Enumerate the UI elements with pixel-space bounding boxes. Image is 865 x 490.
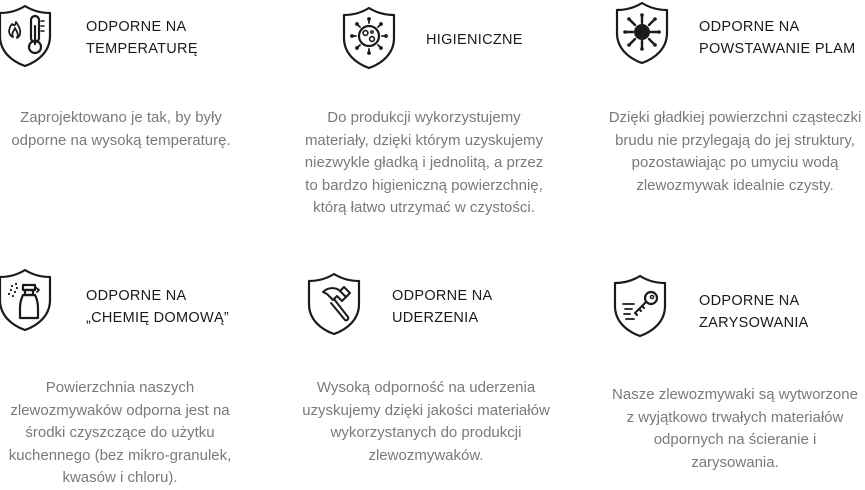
key-scratch-icon	[612, 274, 668, 338]
spray-bottle-icon	[0, 268, 53, 332]
feature-description: Dzięki gładkiej powierzchni cząsteczki brudu nie przylegają do jej struktury, pozostawiając po umyciu wodą zlewozmywak idealnie czysty.	[608, 109, 862, 194]
feature-description: Nasze zlewozmywaki są wytworzone z wyjątkowo trwałych materiałów odpornych na ścieranie i zarysowania.	[612, 386, 858, 471]
feature-description: Zaprojektowano je tak, by były odporne na wysoką temperaturę.	[11, 109, 231, 149]
feature-title: HIGIENICZNE	[426, 32, 523, 48]
feature-title: ODPORNE NA TEMPERATURĘ	[86, 19, 198, 57]
feature-title: ODPORNE NA UDERZENIA	[392, 288, 493, 326]
feature-title: ODPORNE NA POWSTAWANIE PLAM	[699, 19, 856, 57]
feature-title: ODPORNE NA ZARYSOWANIA	[699, 293, 809, 331]
feature-description: Powierzchnia naszych zlewozmywaków odporna jest na środki czyszczące do użytku kuchennego (bez mikro-granulek, kwasów i chloru).	[8, 379, 232, 486]
feature-title: ODPORNE NA „CHEMIĘ DOMOWĄ”	[86, 288, 230, 326]
feature-description: Do produkcji wykorzystujemy materiały, dzięki którym uzyskujemy niezwykle gładką i jednolitą, a przez to bardzo higieniczną powierzchnię, którą łatwo utrzymać w czystości.	[304, 109, 544, 216]
feature-description: Wysoką odporność na uderzenia uzyskujemy dzięki jakości materiałów wykorzystanych do produkcji zlewozmywaków.	[302, 379, 550, 464]
bacteria-icon	[341, 6, 397, 70]
thermometer-flame-icon	[0, 4, 53, 68]
hammer-icon	[306, 272, 362, 336]
stain-splat-icon	[614, 1, 670, 65]
